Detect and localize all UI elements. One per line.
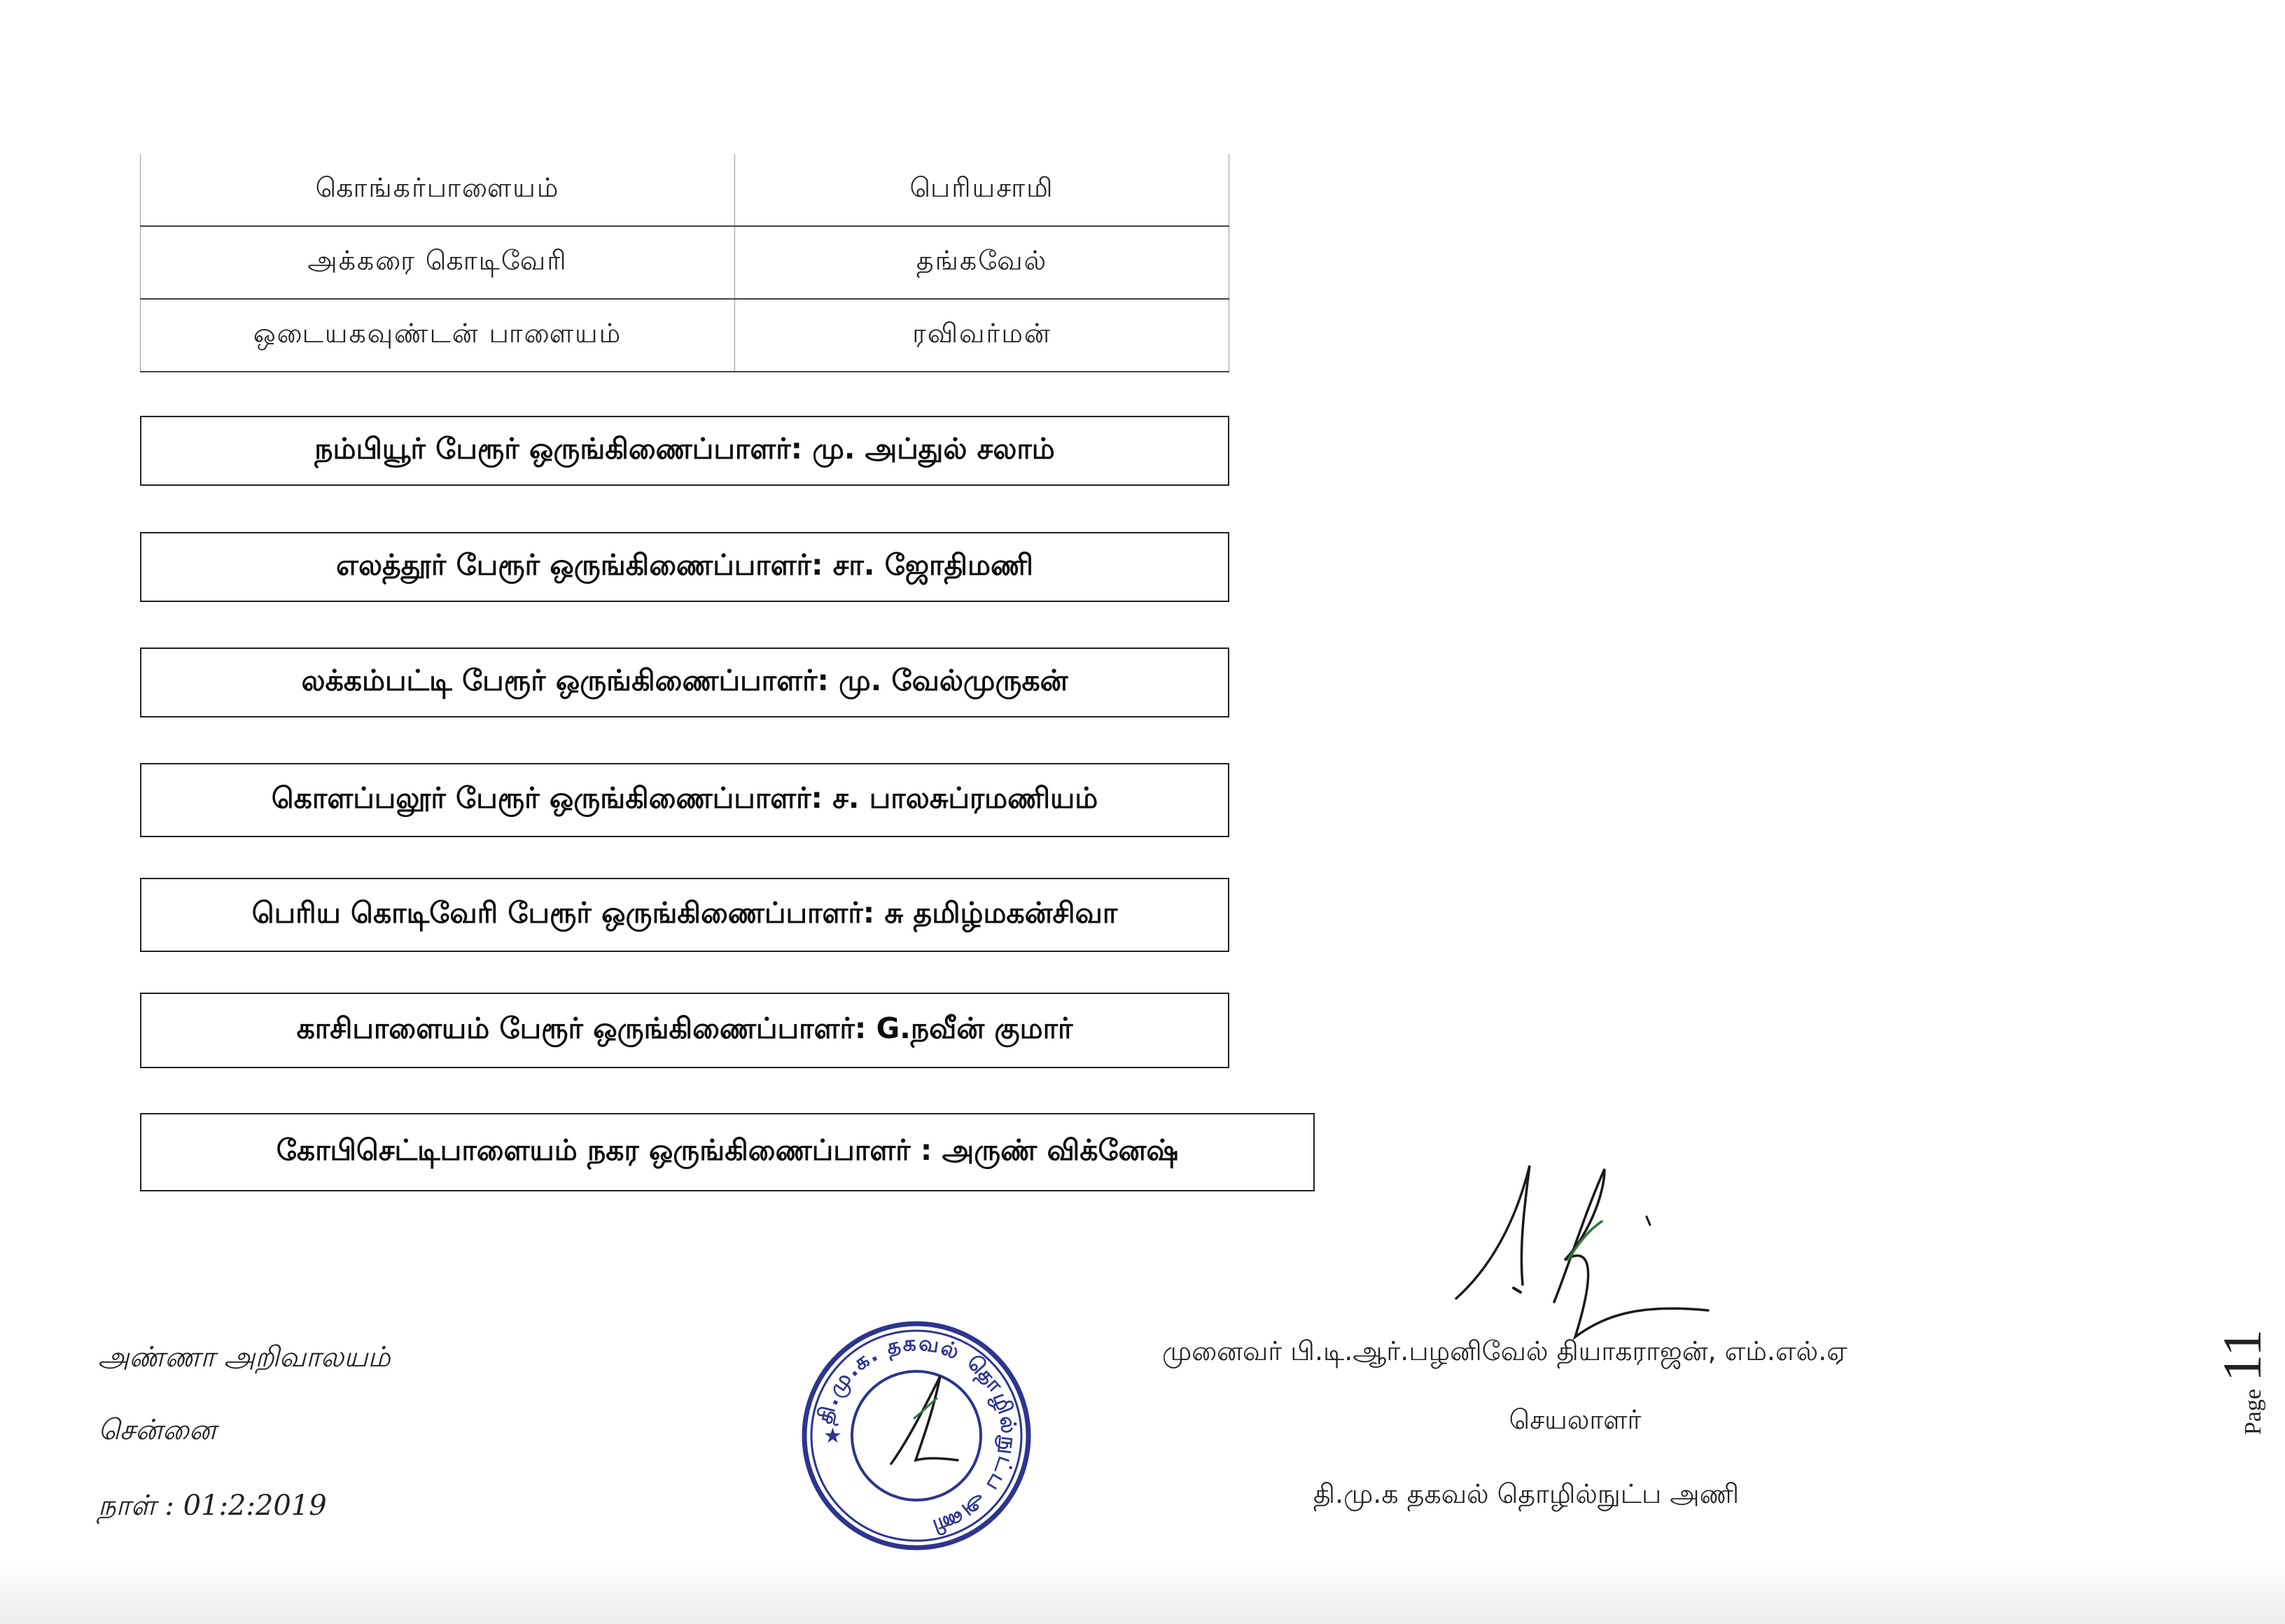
footer-city: சென்னை — [98, 1414, 216, 1446]
footer-date: நாள் : 01:2:2019 — [98, 1490, 327, 1522]
table-cell-place: அக்கரை கொடிவேரி — [141, 226, 735, 299]
table-cell-place: கொங்கர்பாளையம் — [141, 154, 735, 226]
table-row — [141, 154, 1229, 226]
signatory-org: தி.மு.க தகவல் தொழில்நுட்ப அணி — [1313, 1478, 1740, 1509]
party-seal — [797, 1320, 1036, 1551]
svg-text:★: ★ — [823, 1424, 842, 1448]
svg-text:தி.மு.க. தகவல் தொழில்நுட்ப அணி: தி.மு.க. தகவல் தொழில்நுட்ப அணி — [812, 1331, 1021, 1540]
coordinator-box-lakkampatti: லக்கம்பட்டி பேரூர் ஒருங்கிணைப்பாளர்: மு. வேல்முருகன் — [140, 648, 1229, 718]
signature-stroke — [1647, 1217, 1650, 1225]
coordinator-box-periya-kodiveri: பெரிய கொடிவேரி பேரூர் ஒருங்கிணைப்பாளர்: சு தமிழ்மகன்சிவா — [140, 878, 1229, 952]
table-row — [141, 226, 1229, 299]
table-cell-name: ரவிவர்மன் — [735, 299, 1229, 372]
page-number — [2205, 1281, 2272, 1435]
table-cell-name: தங்கவேல் — [735, 226, 1229, 299]
page-bottom-shadow — [0, 1561, 2285, 1624]
signatory-title: செயலாளர் — [1509, 1404, 1642, 1435]
signature-stroke — [1554, 1169, 1708, 1337]
coordinator-box-nambiyur: நம்பியூர் பேரூர் ஒருங்கிணைப்பாளர்: மு. அப்துல் சலாம் — [140, 416, 1229, 486]
table-cell-name: பெரியசாமி — [735, 154, 1229, 226]
coordinator-box-elathur: எலத்தூர் பேரூர் ஒருங்கிணைப்பாளர்: சா. ஜோதிமணி — [140, 532, 1229, 602]
place-table — [140, 154, 1229, 372]
coordinator-box-kolappalur: கொளப்பலூர் பேரூர் ஒருங்கிணைப்பாளர்: ச. பாலசுப்ரமணியம் — [140, 763, 1229, 837]
footer-office: அண்ணா அறிவாலயம் — [98, 1341, 391, 1373]
coordinator-box-kasipalayam: காசிபாளையம் பேரூர் ஒருங்கிணைப்பாளர்: G.நவீன் குமார் — [140, 993, 1229, 1068]
signature — [1442, 1155, 1750, 1344]
signature-stroke — [1514, 1288, 1521, 1292]
signatory-name: முனைவர் பி.டி.ஆர்.பழனிவேல் தியாகராஜன், எம்.எல்.ஏ — [1162, 1336, 1847, 1366]
signature-accent-stroke — [1568, 1222, 1602, 1260]
signature-stroke — [1456, 1166, 1530, 1298]
table-row — [141, 299, 1229, 372]
page-label: Page — [2240, 1388, 2266, 1435]
page-number-value: 11 — [2211, 1329, 2272, 1382]
town-coordinator-box: கோபிசெட்டிபாளையம் நகர ஒருங்கிணைப்பாளர் : அருண் விக்னேஷ் — [140, 1113, 1315, 1191]
table-cell-place: ஒடையகவுண்டன் பாளையம் — [141, 299, 735, 372]
